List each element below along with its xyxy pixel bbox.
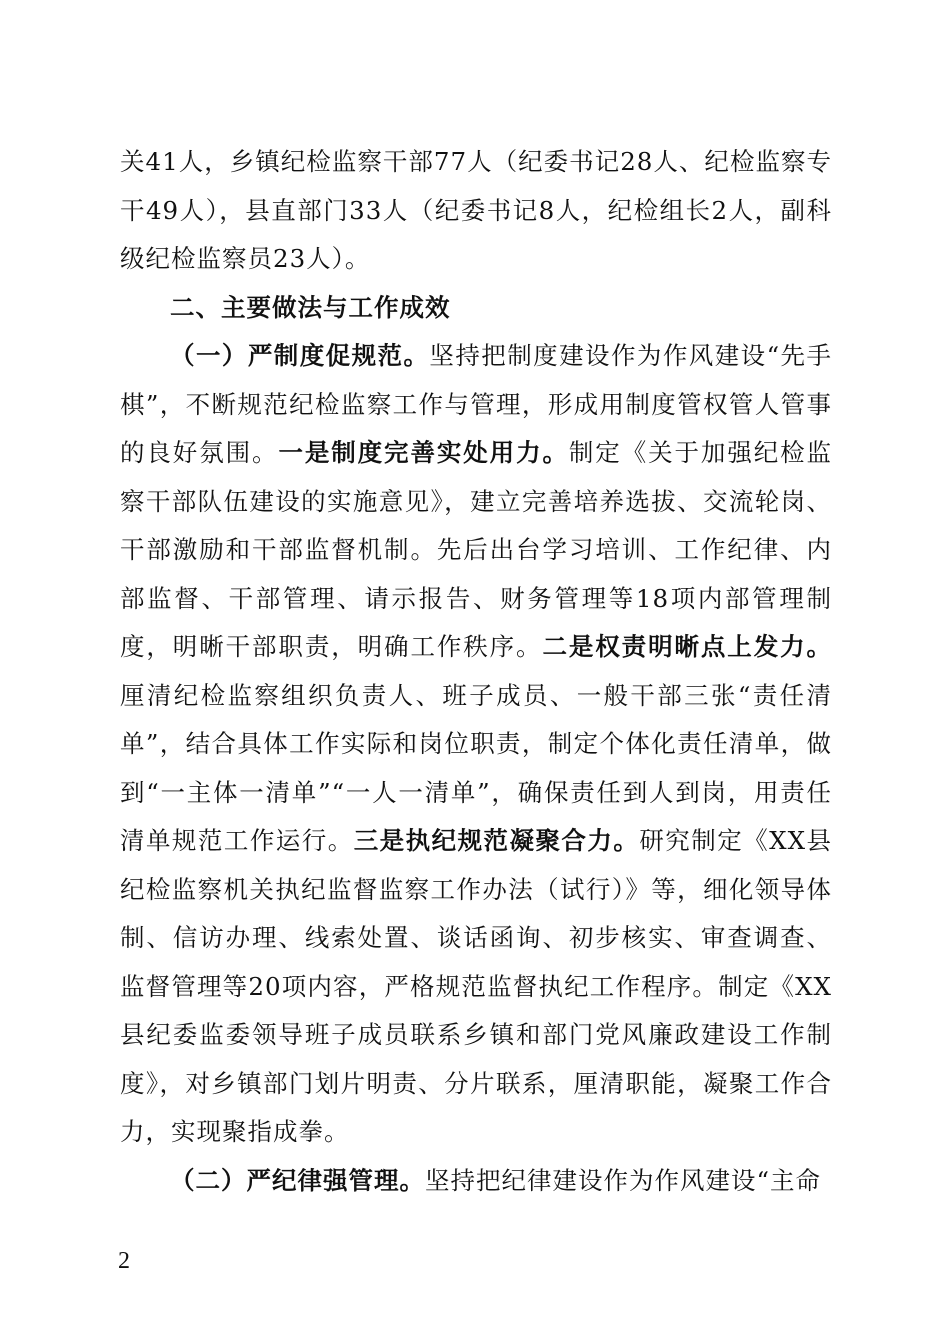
paragraph-text: 坚持把制度建设作为作风建设“先手棋”，不断规范纪检监察工作与管理，形成用制度管权管人管事的良好氛围。 — [120, 341, 832, 467]
section-heading: 二、主要做法与工作成效 — [170, 292, 451, 322]
paragraph-discipline — [120, 1157, 832, 1206]
subsection-lead: （一）严制度促规范。 — [170, 341, 430, 370]
paragraph-staff-stats — [120, 138, 832, 284]
paragraph-system-building — [120, 332, 832, 1157]
paragraph-text: 厘清纪检监察组织负责人、班子成员、一般干部三张“责任清单”，结合具体工作实际和岗位职责，制定个体化责任清单，做到“一主体一清单”“一人一清单”，确保责任到人到岗，用责任清单规范工作运行。 — [120, 680, 832, 855]
document-body — [120, 138, 832, 1205]
point-heading: 一是制度完善实处用力。 — [278, 438, 569, 467]
paragraph-text: 制定《关于加强纪检监察干部队伍建设的实施意见》，建立完善培养选拔、交流轮岗、干部激励和干部监督机制。先后出台学习培训、工作纪律、内部监督、干部管理、请示报告、财务管理等18项内部管理制度，明晰干部职责，明确工作秩序。 — [120, 438, 833, 661]
point-heading: 二是权责明晰点上发力。 — [542, 632, 833, 661]
paragraph-text: 关41人，乡镇纪检监察干部77人（纪委书记28人、纪检监察专干49人），县直部门33人（纪委书记8人，纪检组长2人，副科级纪检监察员23人）。 — [120, 147, 832, 273]
subsection-lead: （二）严纪律强管理。 — [170, 1165, 425, 1195]
point-heading: 三是执纪规范凝聚合力。 — [353, 826, 640, 855]
paragraph-text: 坚持把纪律建设作为作风建设“主命 — [425, 1165, 822, 1195]
page-number: 2 — [118, 1248, 130, 1274]
paragraph-text: 研究制定《XX县纪检监察机关执纪监督监察工作办法（试行）》等，细化领导体制、信访办理、线索处置、谈话函询、初步核实、审查调查、监督管理等20项内容，严格规范监督执纪工作程序。制定《XX县纪委监委领导班子成员联系乡镇和部门党风廉政建设工作制度》，对乡镇部门划片明责、分片联系，厘清职能，凝聚工作合力，实现聚指成拳。 — [120, 826, 833, 1146]
